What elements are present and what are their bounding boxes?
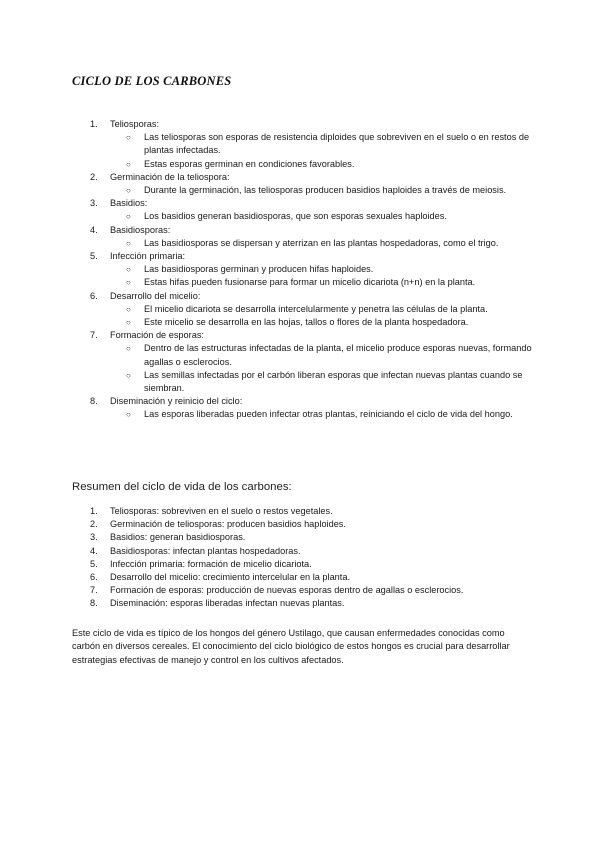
list-item-label: Desarrollo del micelio: — [110, 290, 201, 301]
sub-list-item — [126, 408, 550, 421]
hollow-bullet-icon: ○ — [126, 265, 131, 275]
summary-item-number: 2. — [90, 519, 98, 530]
summary-item-text: Infección primaria: formación de micelio dicariota. — [110, 558, 312, 569]
list-item-label: Diseminación y reinicio del ciclo: — [110, 396, 243, 407]
sub-list-item — [126, 210, 550, 223]
list-item — [90, 224, 550, 250]
list-item-label: Infección primaria: — [110, 251, 186, 262]
summary-item-text: Desarrollo del micelio: crecimiento intercelular en la planta. — [110, 572, 351, 583]
sub-list-item-text: Las teliosporas son esporas de resistencia diploides que sobreviven en el suelo o en restos de plantas infectadas. — [144, 132, 530, 156]
summary-item-number: 7. — [90, 585, 98, 596]
summary-item-number: 3. — [90, 532, 98, 543]
sub-list-item-text: El micelio dicariota se desarrolla intercelularmente y penetra las células de la planta. — [144, 303, 488, 314]
hollow-bullet-icon: ○ — [126, 133, 131, 143]
sub-list-item-text: Las basidiosporas se dispersan y aterrizan en las plantas hospedadoras, como el trigo. — [144, 237, 499, 248]
summary-item-text: Diseminación: esporas liberadas infectan nuevas plantas. — [110, 598, 345, 609]
list-item — [90, 290, 550, 330]
summary-heading: Resumen del ciclo de vida de los carbones: — [72, 481, 292, 493]
list-item — [90, 250, 550, 290]
sub-list-item-text: Dentro de las estructuras infectadas de la planta, el micelio produce esporas nuevas, formando agallas o esclerocios. — [144, 343, 532, 367]
sub-list-item — [126, 158, 550, 171]
summary-item-number: 1. — [90, 506, 98, 516]
list-item-number: 1. — [90, 119, 98, 129]
list-item — [90, 118, 550, 171]
summary-item-number: 6. — [90, 572, 98, 583]
list-item-label: Basidios: — [110, 198, 148, 209]
sub-list-item-text: Durante la germinación, las teliosporas producen basidios haploides a través de meiosis. — [144, 185, 507, 196]
hollow-bullet-icon: ○ — [126, 304, 131, 314]
document-title: CICLO DE LOS CARBONES — [72, 74, 232, 88]
summary-item-text: Formación de esporas: producción de nuevas esporas dentro de agallas o esclerocios. — [110, 585, 464, 596]
list-item-number: 6. — [90, 290, 98, 301]
list-item — [90, 197, 550, 223]
sub-list-item-text: Estas esporas germinan en condiciones favorables. — [144, 158, 355, 169]
summary-item-text: Teliosporas: sobreviven en el suelo o restos vegetales. — [110, 506, 333, 516]
list-item-number: 4. — [90, 224, 98, 235]
closing-paragraph: Este ciclo de vida es típico de los hongos del género Ustilago, que causan enfermedades conocidas como carbón en diversos cereales. El conocimiento del ciclo biológico de estos hongos es crucial para desarrollar estrategias efectivas de manejo y control en los cultivos afectados. — [72, 628, 510, 665]
sub-list-item-text: Las basidiosporas germinan y producen hifas haploides. — [144, 264, 374, 275]
sub-list-item-text: Este micelio se desarrolla en las hojas, tallos o flores de la planta hospedadora. — [144, 317, 469, 328]
summary-item — [90, 558, 550, 571]
hollow-bullet-icon: ○ — [126, 278, 131, 288]
hollow-bullet-icon: ○ — [126, 186, 131, 196]
hollow-bullet-icon: ○ — [126, 318, 131, 328]
hollow-bullet-icon: ○ — [126, 238, 131, 248]
summary-item — [90, 584, 550, 597]
summary-item — [90, 597, 550, 610]
sub-list-item — [126, 184, 550, 197]
list-item-label: Basidiosporas: — [110, 224, 171, 235]
summary-item — [90, 571, 550, 584]
list-item-label: Teliosporas: — [110, 119, 160, 129]
sub-list-item-text: Las semillas infectadas por el carbón liberan esporas que infectan nuevas plantas cuando se siembran. — [144, 369, 523, 394]
sub-list-item — [126, 342, 550, 368]
sub-list-item-text: Los basidios generan basidiosporas, que son esporas sexuales haploides. — [144, 211, 447, 222]
list-item-number: 8. — [90, 396, 98, 407]
sub-list-item — [126, 276, 550, 289]
summary-item-text: Basidiosporas: infectan plantas hospedadoras. — [110, 545, 301, 556]
summary-item — [90, 505, 550, 518]
sub-list-item — [126, 131, 550, 157]
summary-item-number: 5. — [90, 558, 98, 569]
sub-list-item — [126, 316, 550, 329]
list-item-number: 5. — [90, 251, 98, 262]
summary-list — [90, 505, 550, 611]
list-item — [90, 171, 550, 197]
summary-item — [90, 545, 550, 558]
hollow-bullet-icon: ○ — [126, 410, 131, 420]
list-item — [90, 395, 550, 421]
hollow-bullet-icon: ○ — [126, 370, 131, 380]
list-item-number: 7. — [90, 330, 98, 341]
sub-list-item-text: Las esporas liberadas pueden infectar otras plantas, reiniciando el ciclo de vida del hongo. — [144, 409, 513, 420]
sub-list-item-text: Estas hifas pueden fusionarse para formar un micelio dicariota (n+n) en la planta. — [144, 277, 476, 288]
sub-list-item — [126, 369, 550, 395]
hollow-bullet-icon: ○ — [126, 212, 131, 222]
summary-item-text: Basidios: generan basidiosporas. — [110, 532, 246, 543]
summary-item-number: 4. — [90, 545, 98, 556]
list-item-number: 2. — [90, 171, 98, 182]
sub-list-item — [126, 237, 550, 250]
sub-list-item — [126, 303, 550, 316]
sub-list-item — [126, 263, 550, 276]
summary-item-number: 8. — [90, 598, 98, 609]
life-cycle-steps-list — [90, 118, 550, 422]
hollow-bullet-icon: ○ — [126, 159, 131, 169]
summary-item — [90, 518, 550, 531]
list-item-label: Formación de esporas: — [110, 330, 204, 341]
list-item-label: Germinación de la teliospora: — [110, 171, 230, 182]
list-item-number: 3. — [90, 198, 98, 209]
summary-item — [90, 531, 550, 544]
summary-item-text: Germinación de teliosporas: producen basidios haploides. — [110, 519, 346, 530]
list-item — [90, 329, 550, 395]
hollow-bullet-icon: ○ — [126, 344, 131, 354]
